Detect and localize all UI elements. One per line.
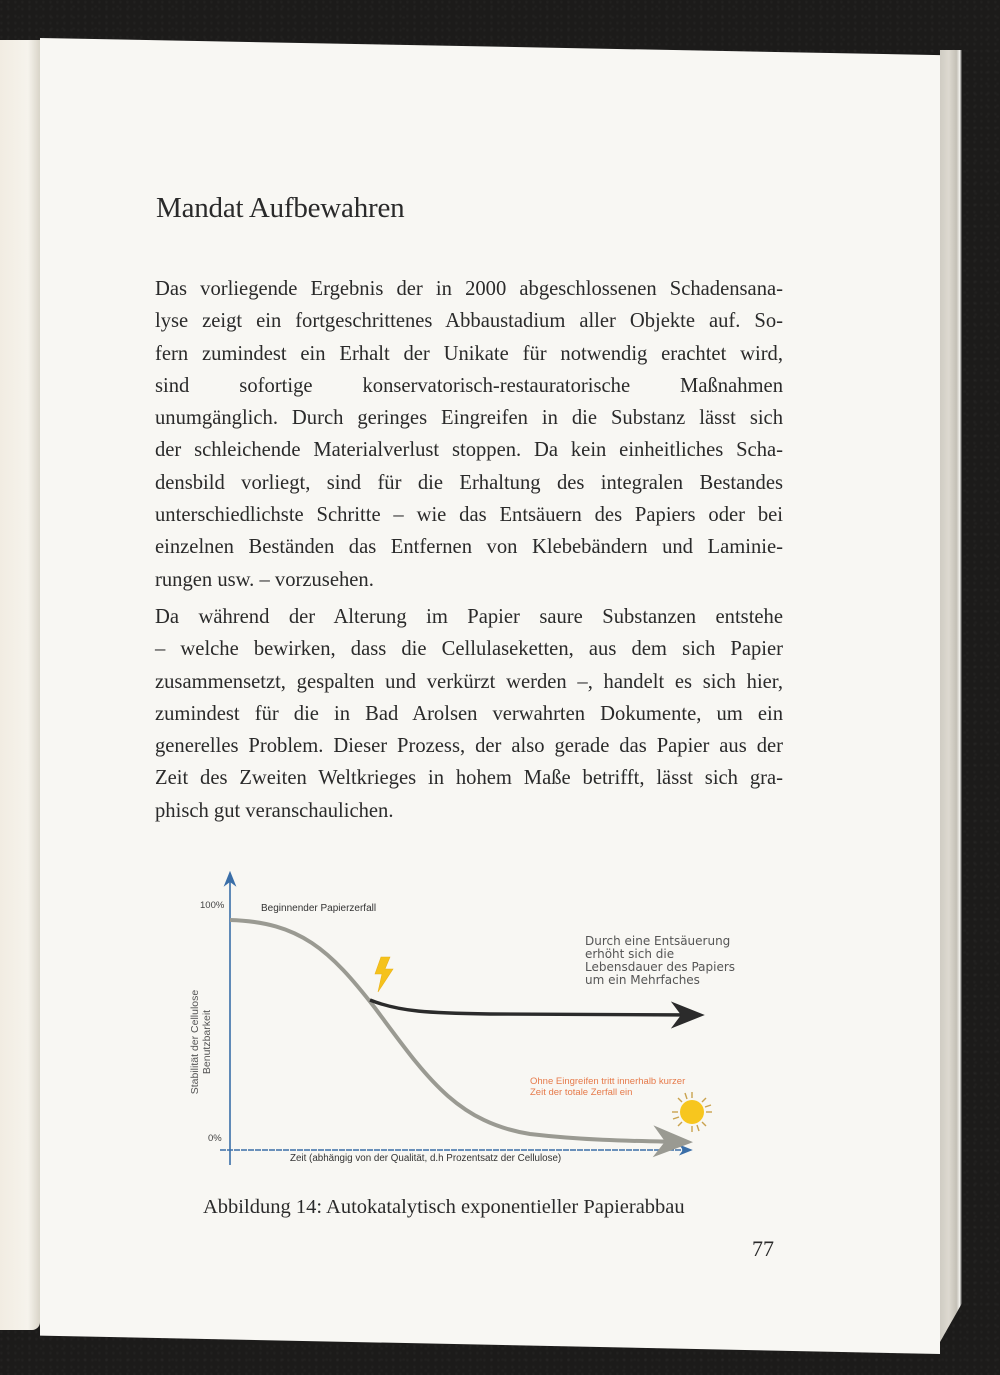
text-line: Da während der Alterung im Papier saure Substanzen entstehe	[155, 606, 783, 628]
text-line: Das vorliegende Ergebnis der in 2000 abgeschlossenen Schadensana-	[155, 278, 783, 300]
figure-caption: Abbildung 14: Autokatalytisch exponentieller Papierabbau	[203, 1196, 685, 1218]
text-line: phisch gut veranschaulichen.	[155, 799, 394, 822]
text-line: densbild vorliegt, sind für die Erhaltung des integralen Bestandes	[155, 471, 783, 494]
text-line: zusammensetzt, gespalten und verkürzt werden –, handelt es sich hier,	[155, 670, 783, 693]
text-line: unterschiedlichste Schritte – wie das Entsäuern des Papiers oder bei	[155, 504, 783, 527]
y-tick-100: 100%	[200, 900, 225, 911]
page-number: 77	[752, 1236, 774, 1261]
lightning-icon	[375, 957, 393, 992]
paragraph-1	[155, 273, 783, 596]
y-tick-0: 0%	[208, 1133, 222, 1144]
annotation-beginning-decay: Beginnender Papierzerfall	[261, 903, 377, 914]
paragraph-2	[155, 601, 783, 827]
text-line: – welche bewirken, dass die Cellulaseketten, aus dem sich Papier	[155, 638, 783, 661]
previous-page-edge	[0, 40, 40, 1330]
page-stack-edge	[940, 50, 962, 1342]
annotation-total-decay: Ohne Eingreifen tritt innerhalb kurzer Zeit der totale Zerfall ein	[530, 1076, 686, 1098]
sun-icon	[672, 1092, 712, 1132]
x-axis-label: Zeit (abhängig von der Qualität, d.h Prozentsatz der Cellulose)	[290, 1153, 562, 1164]
text-line: rungen usw. – vorzusehen.	[155, 568, 374, 591]
text-line: fern zumindest ein Erhalt der Unikate für notwendig erachtet wird,	[155, 342, 783, 365]
text-line: zumindest für die in Bad Arolsen verwahrten Dokumente, um ein	[155, 702, 783, 725]
text-line: der schleichende Materialverlust stoppen. Da kein einheitliches Scha-	[155, 439, 783, 462]
section-heading: Mandat Aufbewahren	[156, 192, 405, 224]
treated-curve	[370, 1000, 698, 1015]
text-line: generelles Problem. Dieser Prozess, der also gerade das Papier aus der	[155, 735, 783, 758]
text-line: einzelnen Beständen das Entfernen von Klebebändern und Laminie-	[155, 536, 783, 559]
text-line: unumgänglich. Durch geringes Eingreifen in die Substanz lässt sich	[155, 407, 783, 430]
text-line: Zeit des Zweiten Weltkrieges in hohem Maße betrifft, lässt sich gra-	[155, 767, 783, 790]
paper-decay-chart	[190, 860, 750, 1170]
text-line: sind sofortige konservatorisch-restauratorische Maßnahmen	[155, 374, 783, 397]
y-axis-label: Stabilität der Cellulose Benutzbarkeit	[189, 989, 213, 1095]
annotation-deacidification: Durch eine Entsäuerung erhöht sich die Lebensdauer des Papiers um ein Mehrfaches	[585, 934, 736, 987]
text-line: lyse zeigt ein fortgeschrittenes Abbaustadium aller Objekte auf. So-	[155, 310, 783, 333]
